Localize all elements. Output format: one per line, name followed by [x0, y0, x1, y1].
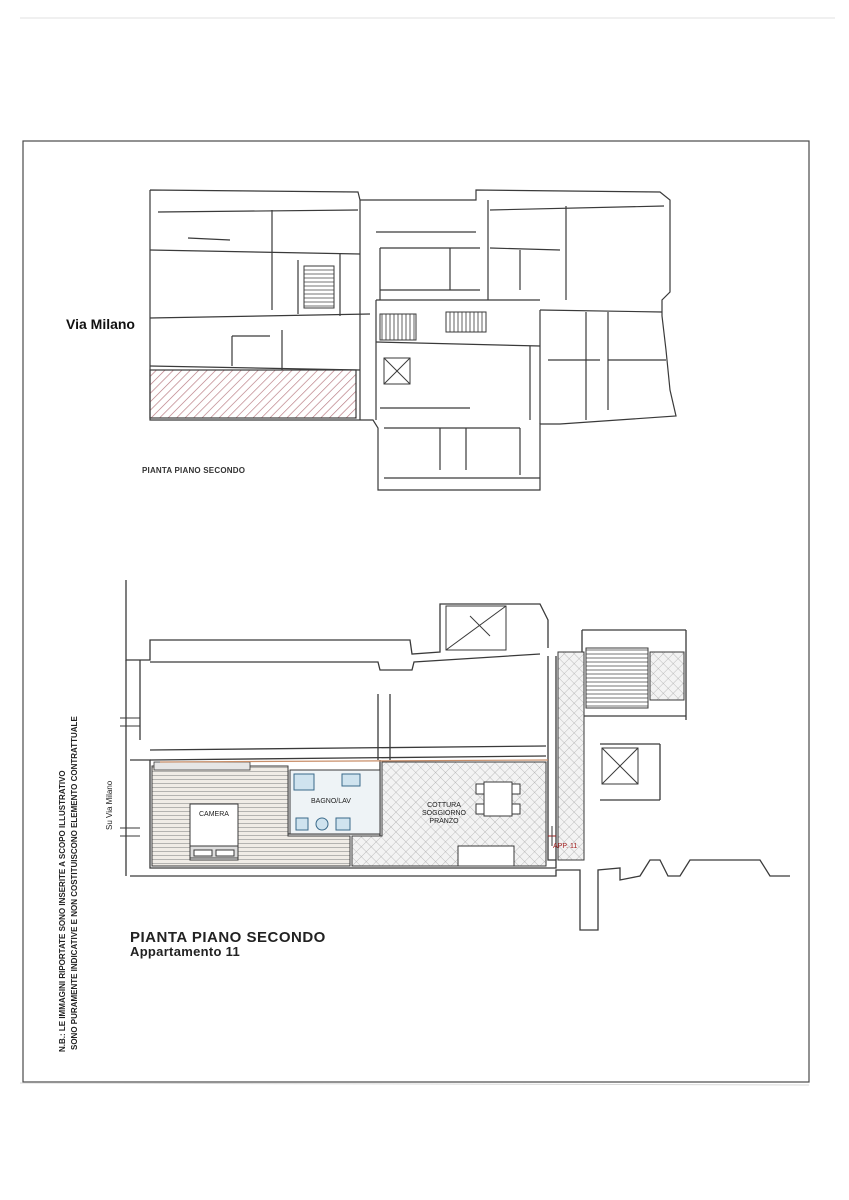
- sofa: [458, 846, 514, 866]
- bottom-plan-title: PIANTA PIANO SECONDO: [130, 929, 326, 946]
- landing-tile: [558, 652, 584, 860]
- top-apartment-highlight: [150, 370, 356, 418]
- street-label-side: Su Via Milano: [105, 780, 114, 830]
- bottom-lift-shaft: [602, 748, 638, 784]
- bottom-stair-top: [446, 606, 506, 650]
- apartment-number-label: APP. 11: [553, 843, 578, 850]
- room-label-camera: CAMERA: [199, 811, 229, 818]
- room-label-cottura: COTTURA SOGGIORNO PRANZO: [422, 802, 466, 825]
- room-label-bagno: BAGNO/LAV: [311, 798, 351, 805]
- bottom-floor-plan: [126, 580, 790, 930]
- landing-tile-right: [650, 652, 684, 700]
- disclaimer-line-2: SONO PURAMENTE INDICATIVE E NON COSTITUISCONO ELEMENTO CONTRATTUALE: [70, 716, 79, 1050]
- camera-top-strip: [154, 762, 250, 770]
- disclaimer-line-1: N.B.: LE IMMAGINI RIPORTATE SONO INSERITE A SCOPO ILLUSTRATIVO: [58, 770, 67, 1052]
- street-label-top: Via Milano: [66, 316, 135, 332]
- top-stairs-mid: [380, 314, 416, 340]
- top-plan-caption: PIANTA PIANO SECONDO: [142, 466, 246, 475]
- top-lift-shaft: [384, 358, 410, 384]
- top-stairs-mid2: [446, 312, 486, 332]
- top-stairs-left: [304, 266, 334, 308]
- left-windows: [120, 718, 140, 836]
- bottom-plan-subtitle: Appartamento 11: [130, 944, 240, 959]
- right-stairs: [586, 648, 648, 708]
